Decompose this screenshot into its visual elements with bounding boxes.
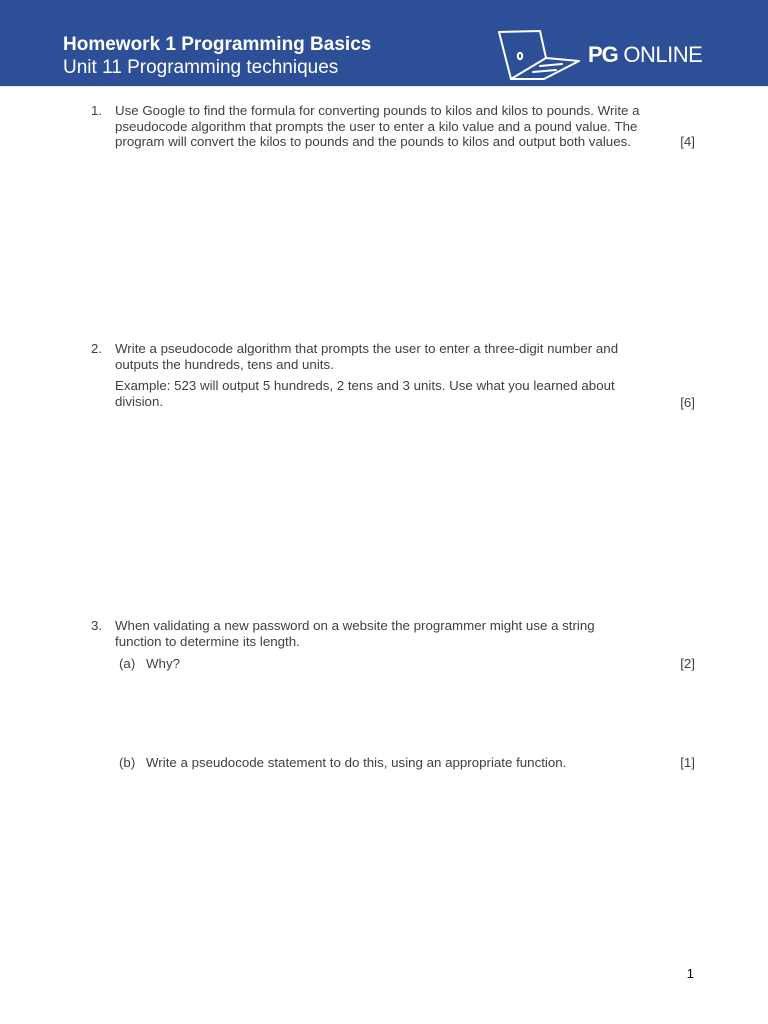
marks-q3b: [1]: [680, 755, 695, 770]
part-label: (a): [119, 656, 136, 671]
document-title: Homework 1 Programming Basics: [63, 34, 372, 55]
question-text: [115, 618, 691, 649]
part-label: (b): [119, 755, 136, 770]
question-line: pseudocode algorithm that prompts the user to enter a kilo value and a pound value. The: [115, 118, 638, 134]
part-text: Write a pseudocode statement to do this, using an appropriate function.: [146, 755, 567, 770]
page-number: 1: [686, 966, 694, 981]
example-line: division.: [115, 393, 164, 409]
pg-online-logo: [496, 28, 716, 84]
example-line: Example: 523 will output 5 hundreds, 2 tens and 3 units. Use what you learned about: [115, 378, 615, 394]
marks-q1: [4]: [680, 134, 695, 149]
logo-light: ONLINE: [623, 42, 703, 67]
marks-q2: [6]: [680, 395, 695, 410]
document-subtitle: Unit 11 Programming techniques: [63, 57, 339, 78]
question-line: outputs the hundreds, tens and units.: [115, 356, 334, 372]
logo-bold: PG: [588, 42, 618, 67]
part-text: Why?: [146, 656, 180, 671]
header-divider: [0, 86, 768, 87]
question-number: 1.: [91, 103, 103, 118]
laptop-icon: [496, 28, 586, 84]
question-number: 3.: [91, 618, 103, 633]
question-line: function to determine its length.: [115, 633, 300, 649]
question-line: program will convert the kilos to pounds and the pounds to kilos and output both values.: [115, 134, 631, 150]
logo-wordmark: [588, 42, 702, 68]
question-line: When validating a new password on a website the programmer might use a string: [115, 618, 595, 633]
question-text: [115, 341, 691, 409]
question-line: Use Google to find the formula for converting pounds to kilos and kilos to pounds. Write a: [115, 103, 640, 118]
question-line: Write a pseudocode algorithm that prompts the user to enter a three-digit number and: [115, 341, 619, 356]
marks-q3a: [2]: [680, 656, 695, 671]
header-band: [0, 0, 768, 86]
question-number: 2.: [91, 341, 103, 356]
question-text: [115, 103, 691, 150]
